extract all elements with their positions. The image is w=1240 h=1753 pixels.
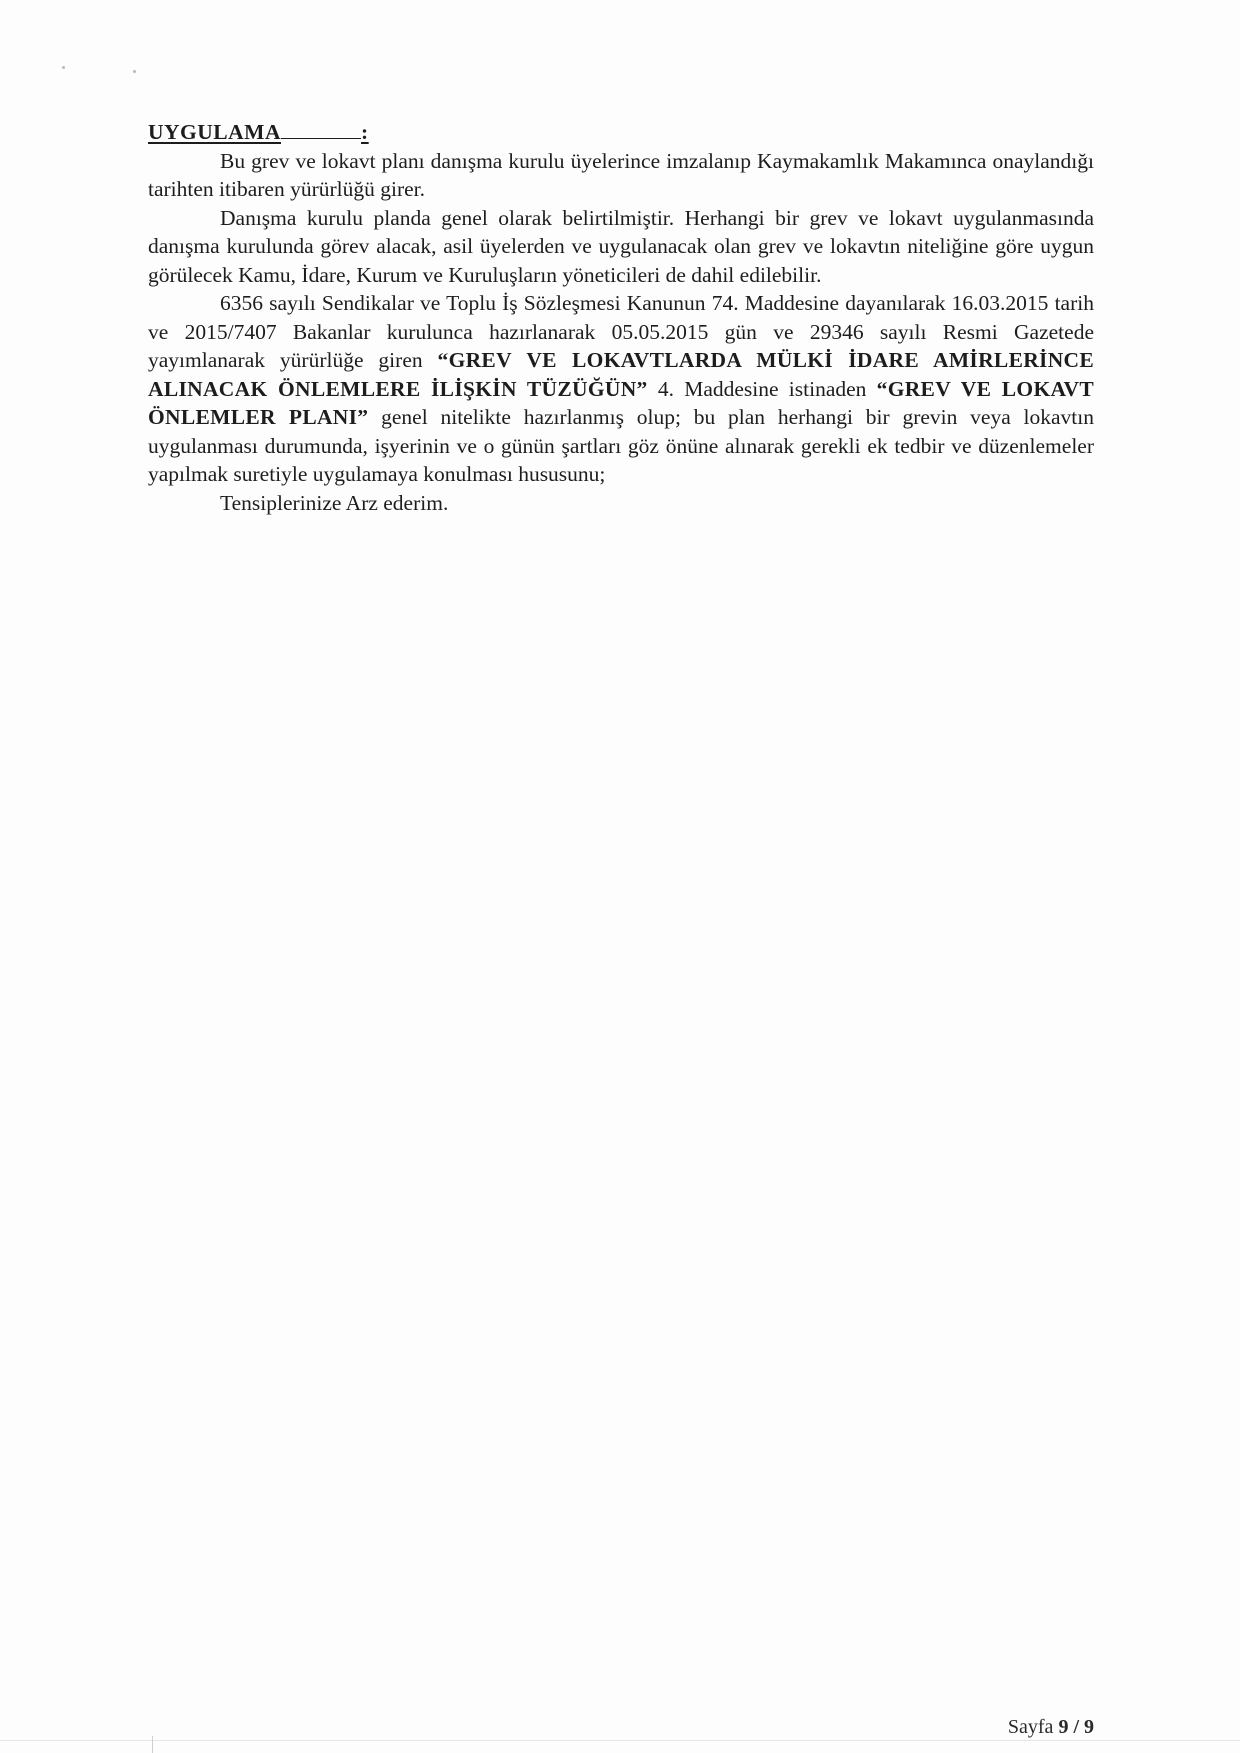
section-heading — [148, 118, 1094, 147]
paragraph-legal-basis — [148, 289, 1094, 489]
legal-basis-text-2: 4. Maddesine istinaden — [647, 376, 877, 401]
paragraph-advisory-board: Danışma kurulu planda genel olarak belirtilmiştir. Herhangi bir grev ve lokavt uygulanmasında danışma kurulunda görev alacak, asil üyelerden ve uygulanacak olan grev ve lokavtın niteliğine göre uygun görülecek Kamu, İdare, Kurum ve Kuruluşların yöneticileri de dahil edilebilir. — [148, 205, 1094, 287]
legal-basis-text-3: genel nitelikte hazırlanmış olup; bu plan herhangi bir grevin veya lokavtın uygulanması durumunda, işyerinin ve o günün şartları göz önüne alınarak gerekli ek tedbir ve düzenlemeler yapılmak suretiyle uygulamaya konulması hususunu; — [148, 405, 1094, 486]
scan-artifact-dot — [62, 66, 65, 69]
page-number-label: Sayfa — [1007, 1716, 1054, 1738]
paragraph-validity: Bu grev ve lokavt planı danışma kurulu üyelerince imzalanıp Kaymakamlık Makamınca onaylandığı tarihten itibaren yürürlüğü girer. — [148, 148, 1094, 201]
legal-basis-text-1: 6356 sayılı Sendikalar ve Toplu İş Sözleşmesi Kanunun 74. Maddesine dayanılarak 16.03.2015 tarih ve 2015/7407 Bakanlar kurulunca hazırlanarak 05.05.2015 gün ve 29346 sayılı Resmi Gazetede yayımlanarak yürürlüğe giren — [148, 291, 1094, 372]
plan-title: “GREV VE LOKAVT ÖNLEMLER PLANI” — [148, 376, 1095, 429]
section-heading-title: UYGULAMA — [148, 120, 281, 144]
section-heading-colon: : — [361, 120, 369, 144]
page-number — [1008, 1716, 1094, 1739]
paragraph-closing: Tensiplerinize Arz ederim. — [220, 490, 449, 515]
page-number-value: 9 / 9 — [1058, 1716, 1094, 1738]
regulation-title: “GREV VE LOKAVTLARDA MÜLKİ İDARE AMİRLERİNCE ALINACAK ÖNLEMLERE İLİŞKİN TÜZÜĞÜN” — [148, 348, 1094, 401]
scan-artifact-dot — [133, 70, 136, 73]
scan-bottom-mark — [152, 1736, 153, 1753]
document-body — [148, 118, 1094, 517]
heading-underline-gap — [281, 118, 361, 139]
scan-bottom-edge — [0, 1740, 1240, 1741]
